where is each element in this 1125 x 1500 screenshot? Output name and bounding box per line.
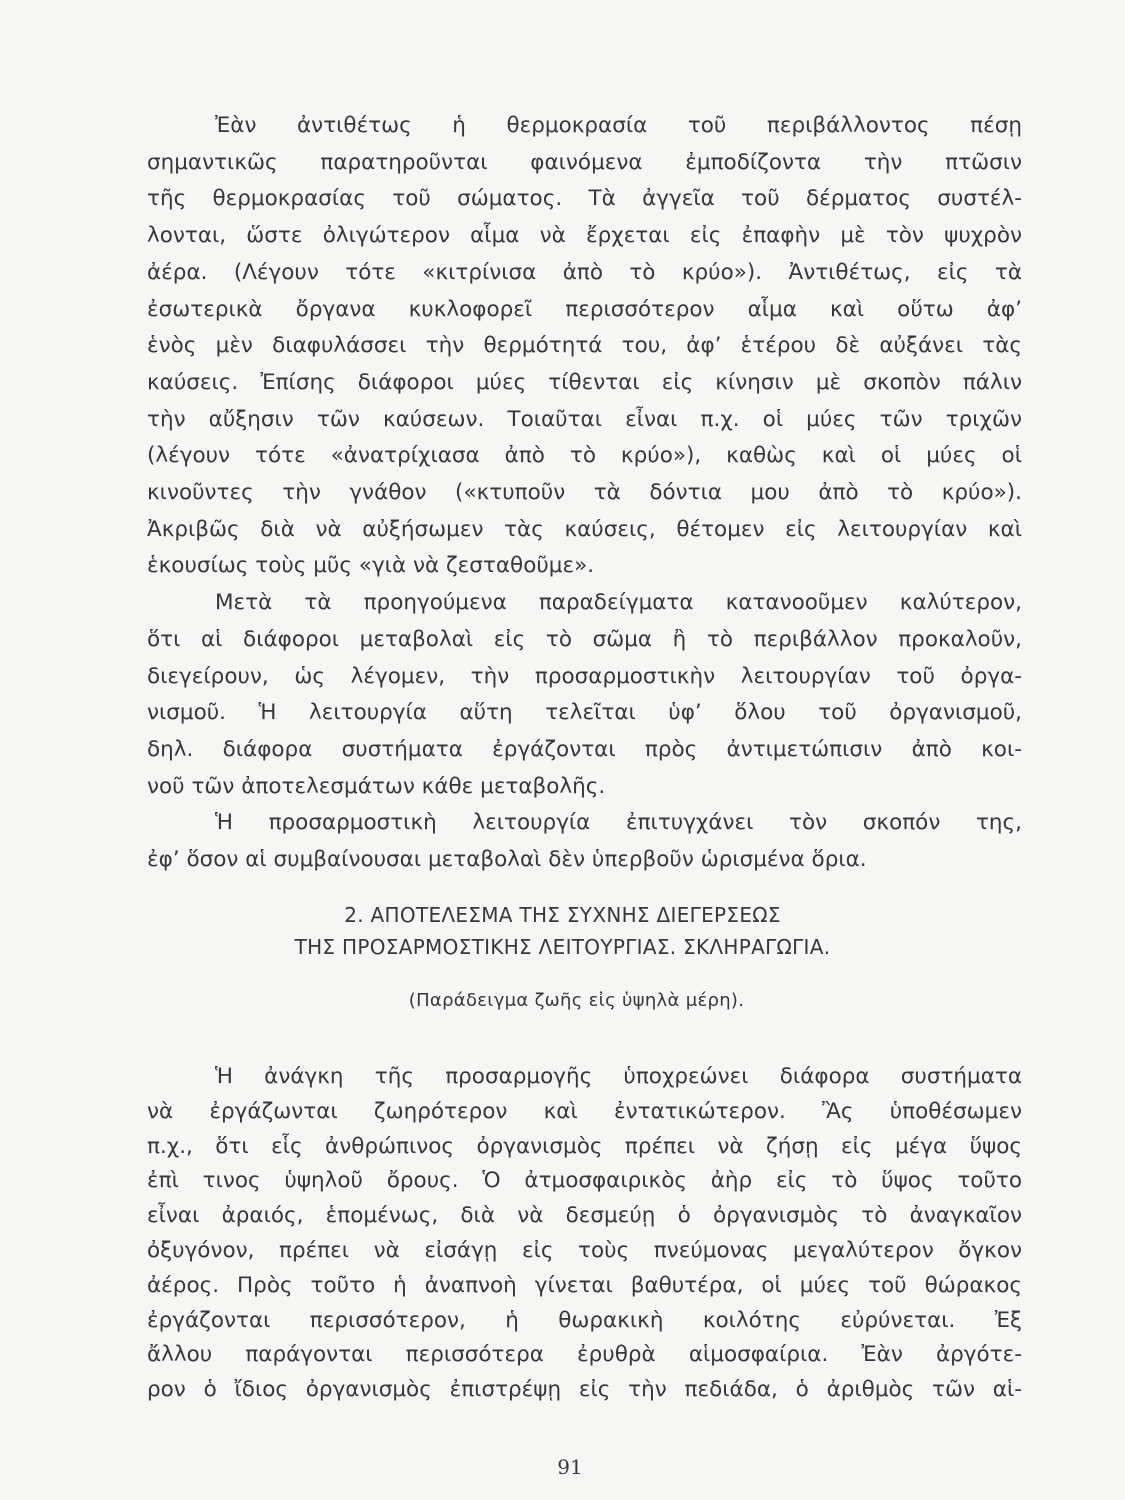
text-line: ἐφ’ ὅσον αἱ συμβαίνουσαι μεταβολαὶ δὲν ὑπερβοῦν ὡρισμένα ὅρια. xyxy=(147,847,867,872)
text-line: Ἡ προσαρμοστικὴ λειτουργία ἐπιτυγχάνει τὸν σκοπόν της, xyxy=(215,810,1022,836)
text-line: ἀέρα. (Λέγουν τότε «κιτρίνισα ἀπὸ τὸ κρύο»). Ἀντιθέτως, εἰς τὰ xyxy=(147,259,1022,285)
text-line: (λέγουν τότε «ἀνατρίχιασα ἀπὸ τὸ κρύο»), καθὼς καὶ οἱ μύες οἱ xyxy=(147,443,1022,469)
text-line: διεγείρουν, ὡς λέγομεν, τὴν προσαρμοστικὴν λειτουργίαν τοῦ ὀργα- xyxy=(147,663,1022,689)
text-line: εἶναι ἀραιός, ἑπομένως, διὰ νὰ δεσμεύῃ ὁ ὀργανισμὸς τὸ ἀναγκαῖον xyxy=(147,1203,1022,1229)
text-line: σημαντικῶς παρατηροῦνται φαινόμενα ἐμποδίζοντα τὴν πτῶσιν xyxy=(147,149,1022,175)
text-line: ἐπὶ τινος ὑψηλοῦ ὄρους. Ὁ ἀτμοσφαιρικὸς ἀὴρ εἰς τὸ ὕψος τοῦτο xyxy=(147,1168,1022,1194)
section-title-line-2: ΤΗΣ ΠΡΟΣΑΡΜΟΣΤΙΚΗΣ ΛΕΙΤΟΥΡΓΙΑΣ. ΣΚΛΗΡΑΓΩΓΙΑ. xyxy=(294,935,831,959)
section-title-line-1: 2. ΑΠΟΤΕΛΕΣΜΑ ΤΗΣ ΣΥΧΝΗΣ ΔΙΕΓΕΡΣΕΩΣ xyxy=(344,903,781,927)
text-line: Μετὰ τὰ προηγούμενα παραδείγματα κατανοοῦμεν καλύτερον, xyxy=(215,590,1022,616)
text-line: λονται, ὥστε ὀλιγώτερον αἷμα νὰ ἔρχεται εἰς ἐπαφὴν μὲ τὸν ψυχρὸν xyxy=(147,223,1022,249)
text-line: Ἐὰν ἀντιθέτως ἡ θερμοκρασία τοῦ περιβάλλοντος πέσῃ xyxy=(215,113,1022,138)
text-line: ὀξυγόνον, πρέπει νὰ εἰσάγῃ εἰς τοὺς πνεύμονας μεγαλύτερον ὄγκον xyxy=(147,1238,1022,1263)
text-line: ἑκουσίως τοὺς μῦς «γιὰ νὰ ζεσταθοῦμε». xyxy=(147,553,595,579)
text-line: ἐργάζονται περισσότερον, ἡ θωρακικὴ κοιλότης εὐρύνεται. Ἐξ xyxy=(147,1307,1022,1333)
text-line: ἑνὸς μὲν διαφυλάσσει τὴν θερμότητά του, ἀφ’ ἑτέρου δὲ αὐξάνει τὰς xyxy=(147,333,1022,359)
text-line: Ἡ ἀνάγκη τῆς προσαρμογῆς ὑποχρεώνει διάφορα συστήματα xyxy=(215,1064,1022,1089)
text-line: ἀέρος. Πρὸς τοῦτο ἡ ἀναπνοὴ γίνεται βαθυτέρα, οἱ μύες τοῦ θώρακος xyxy=(147,1272,1022,1298)
text-line: ρον ὁ ἴδιος ὀργανισμὸς ἐπιστρέψῃ εἰς τὴν πεδιάδα, ὁ ἀριθμὸς τῶν αἱ- xyxy=(147,1377,1022,1403)
text-line: ἐσωτερικὰ ὄργανα κυκλοφορεῖ περισσότερον αἷμα καὶ οὕτω ἀφ’ xyxy=(147,296,1022,322)
text-line: καύσεις. Ἐπίσης διάφοροι μύες τίθενται εἰς κίνησιν μὲ σκοπὸν πάλιν xyxy=(147,369,1022,395)
text-line: τὴν αὔξησιν τῶν καύσεων. Τοιαῦται εἶναι π.χ. οἱ μύες τῶν τριχῶν xyxy=(147,406,1022,432)
text-line: τῆς θερμοκρασίας τοῦ σώματος. Τὰ ἀγγεῖα τοῦ δέρματος συστέλ- xyxy=(147,186,1022,212)
text-line: νισμοῦ. Ἡ λειτουργία αὕτη τελεῖται ὑφ’ ὅλου τοῦ ὀργανισμοῦ, xyxy=(147,700,1022,726)
text-line: δηλ. διάφορα συστήματα ἐργάζονται πρὸς ἀντιμετώπισιν ἀπὸ κοι- xyxy=(147,736,1022,762)
section-subtitle: (Παράδειγμα ζωῆς εἰς ὑψηλὰ μέρη). xyxy=(408,990,745,1011)
page-number: 91 xyxy=(557,1455,583,1479)
text-line: ὅτι αἱ διάφοροι μεταβολαὶ εἰς τὸ σῶμα ἢ τὸ περιβάλλον προκαλοῦν, xyxy=(147,626,1022,652)
text-line: Ἀκριβῶς διὰ νὰ αὐξήσωμεν τὰς καύσεις, θέτομεν εἰς λειτουργίαν καὶ xyxy=(147,516,1022,542)
text-line: π.χ., ὅτι εἷς ἀνθρώπινος ὀργανισμὸς πρέπει νὰ ζήσῃ εἰς μέγα ὕψος xyxy=(147,1133,1022,1159)
text-line: νοῦ τῶν ἀποτελεσμάτων κάθε μεταβολῆς. xyxy=(147,773,606,799)
text-line: κινοῦντες τὴν γνάθον («κτυποῦν τὰ δόντια μου ἀπὸ τὸ κρύο»). xyxy=(147,480,1022,505)
text-line: νὰ ἐργάζωνται ζωηρότερον καὶ ἐντατικώτερον. Ἂς ὑποθέσωμεν xyxy=(147,1098,1022,1124)
text-line: ἄλλου παράγονται περισσότερα ἐρυθρὰ αἱμοσφαίρια. Ἐὰν ἀργότε- xyxy=(147,1342,1022,1368)
